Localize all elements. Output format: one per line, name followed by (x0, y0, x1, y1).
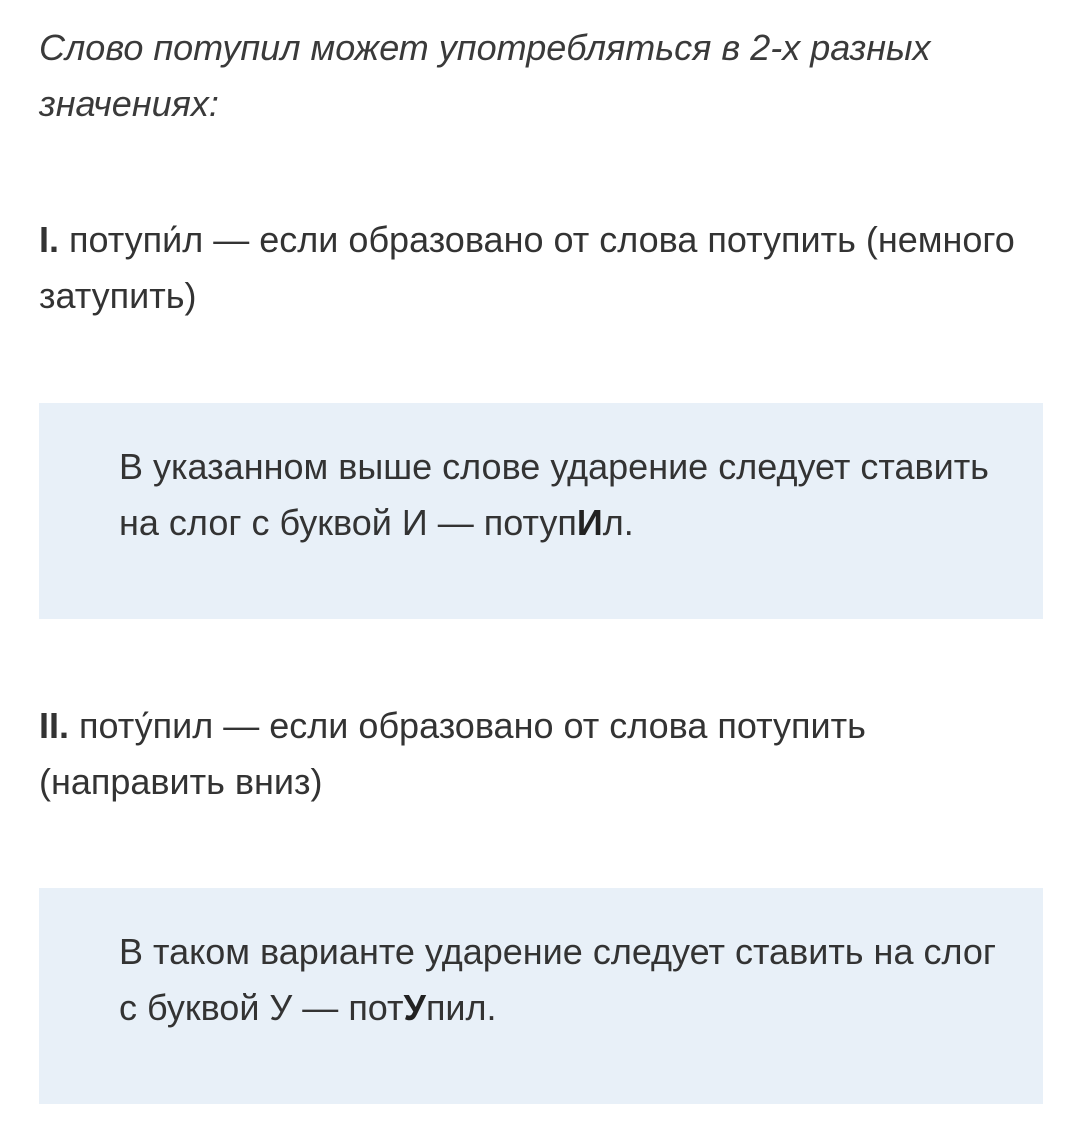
meaning-1-word: потупи́л (69, 219, 204, 260)
meaning-2-paragraph (39, 698, 1043, 810)
stress-note-2-body: В таком варианте ударение следует ставить на слог с буквой У — (119, 931, 997, 1028)
stress-note-1-body: В указанном выше слове ударение следует ставить на слог с буквой И — (119, 446, 989, 543)
stress-note-2-text (119, 924, 1003, 1036)
meaning-2-text-after: (направить вниз) (39, 761, 323, 802)
intro-paragraph: Слово потупил может употребляться в 2-х разных значениях: (39, 27, 931, 124)
stress-note-2-stressed-letter: У (403, 987, 426, 1028)
meaning-2-numeral: II. (39, 705, 70, 746)
meaning-2-dash: — (213, 705, 270, 746)
meaning-1-text-before: если образовано от слова (259, 219, 708, 260)
stress-note-2 (39, 888, 1043, 1104)
meaning-2-source-word: потупить (717, 705, 866, 746)
meaning-1-source-word: потупить (707, 219, 856, 260)
stress-note-1-word-after: л. (602, 502, 634, 543)
meaning-1-dash: — (203, 219, 260, 260)
stress-note-1-text (119, 439, 1003, 551)
meaning-1-paragraph (39, 212, 1043, 324)
meaning-2-text-before: если образовано от слова (269, 705, 718, 746)
stress-note-2-word-after: пил. (425, 987, 497, 1028)
stress-note-1 (39, 403, 1043, 619)
meaning-1-numeral: I. (39, 219, 60, 260)
stress-note-1-word-before: потуп (483, 502, 577, 543)
meaning-1-text-after: (немного затупить) (39, 219, 1015, 316)
meaning-2-word: поту́пил (79, 705, 214, 746)
stress-note-1-stressed-letter: И (576, 502, 603, 543)
stress-note-2-word-before: пот (348, 987, 404, 1028)
